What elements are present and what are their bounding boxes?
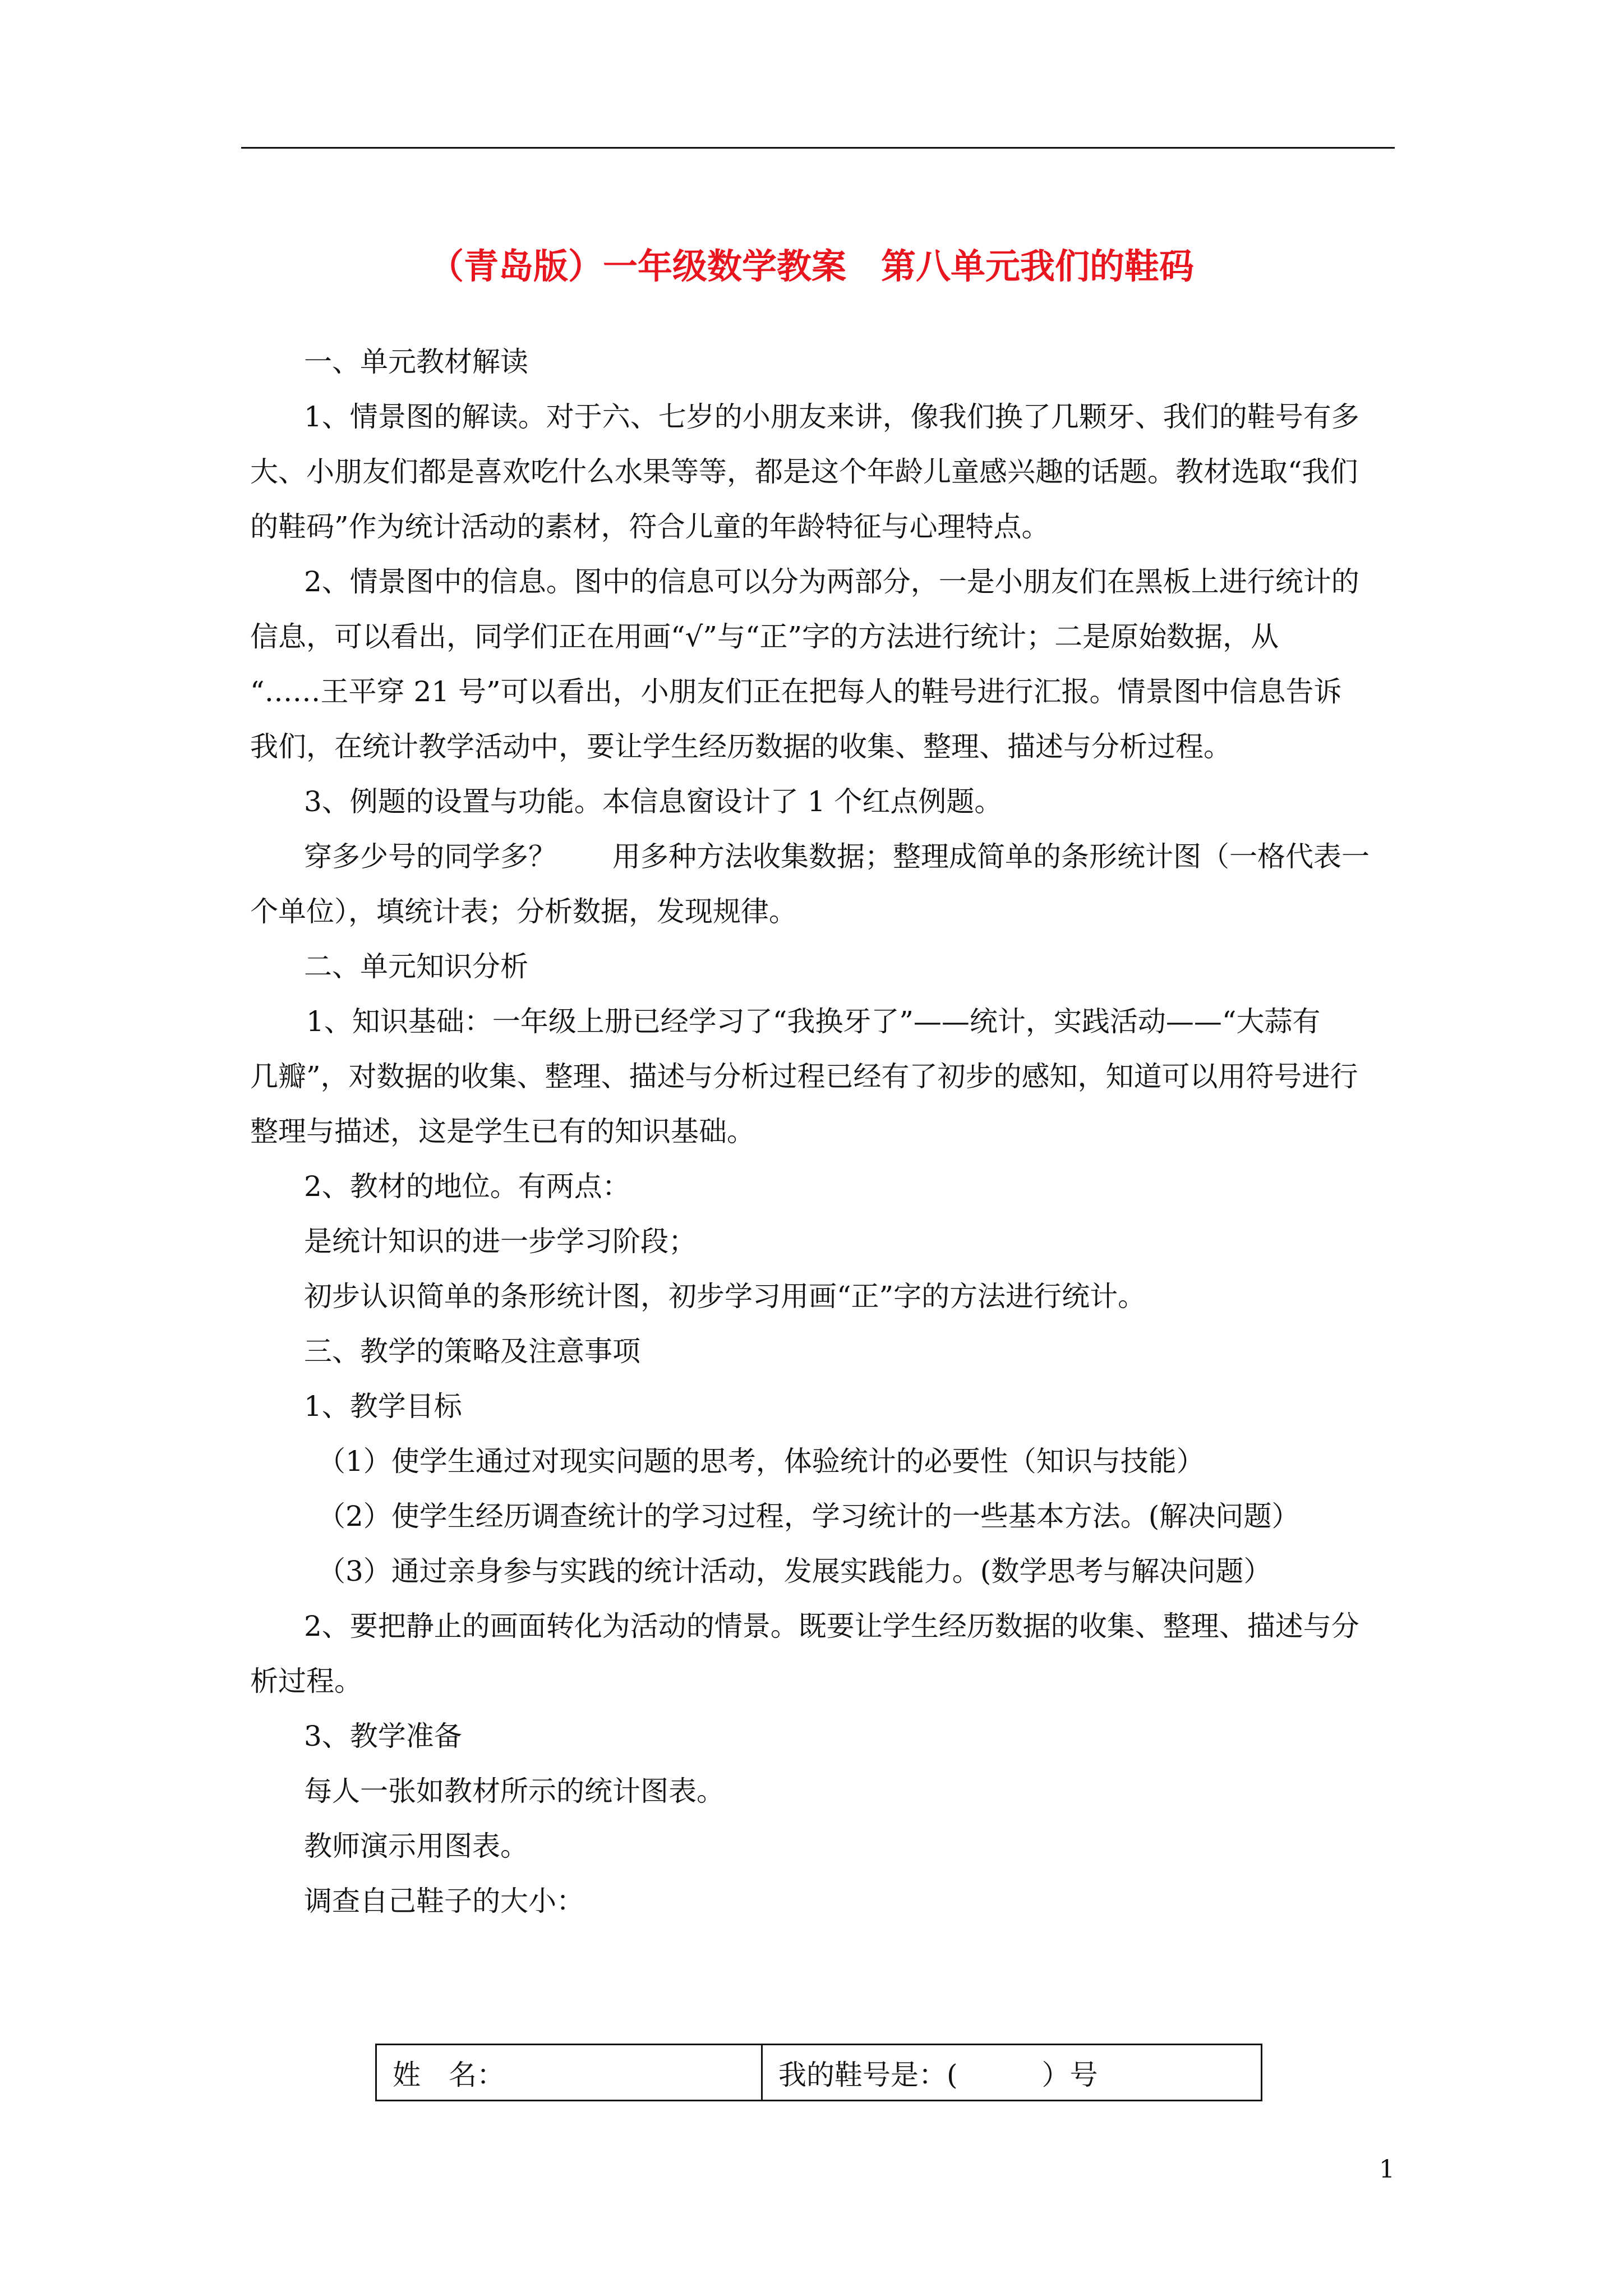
paragraph-line: 3、例题的设置与功能。本信息窗设计了 1 个红点例题。 bbox=[304, 785, 1003, 818]
paragraph-line: 几瓣”，对数据的收集、整理、描述与分析过程已经有了初步的感知，知道可以用符号进行 bbox=[250, 1060, 1358, 1093]
paragraph-line: 每人一张如教材所示的统计图表。 bbox=[304, 1775, 725, 1807]
paragraph-line: 个单位），填统计表；分析数据，发现规律。 bbox=[250, 895, 797, 928]
paragraph-line: 析过程。 bbox=[250, 1665, 362, 1697]
page-number: 1 bbox=[1379, 2155, 1395, 2184]
paragraph-line: （1）使学生通过对现实问题的思考，体验统计的必要性（知识与技能） bbox=[317, 1445, 1205, 1478]
paragraph-line: 穿多少号的同学多？ 用多种方法收集数据；整理成简单的条形统计图（一格代表一 bbox=[304, 840, 1370, 873]
section-heading: 二、单元知识分析 bbox=[304, 950, 528, 983]
paragraph-line: 2、教材的地位。有两点： bbox=[304, 1170, 630, 1203]
paragraph-line: 初步认识简单的条形统计图，初步学习用画“正”字的方法进行统计。 bbox=[304, 1280, 1146, 1313]
document-title: （青岛版）一年级数学教案 第八单元我们的鞋码 bbox=[428, 246, 1194, 287]
paragraph-line: 2、情景图中的信息。图中的信息可以分为两部分，一是小朋友们在黑板上进行统计的 bbox=[304, 565, 1359, 598]
paragraph-line: 大、小朋友们都是喜欢吃什么水果等等，都是这个年龄儿童感兴趣的话题。教材选取“我们 bbox=[250, 455, 1358, 488]
shoe-size-table bbox=[375, 2044, 1262, 2101]
header-rule bbox=[241, 147, 1395, 149]
paragraph-line: 信息，可以看出，同学们正在用画“√”与“正”字的方法进行统计；二是原始数据，从 bbox=[250, 620, 1279, 653]
paragraph-line: 1、知识基础：一年级上册已经学习了“我换牙了”——统计，实践活动——“大蒜有 bbox=[306, 1005, 1321, 1038]
paragraph-line: 我们，在统计教学活动中，要让学生经历数据的收集、整理、描述与分析过程。 bbox=[250, 730, 1232, 763]
table-cell-shoe-size: 我的鞋号是：( ）号 bbox=[778, 2058, 1098, 2091]
paragraph-line: （3）通过亲身参与实践的统计活动，发展实践能力。(数学思考与解决问题） bbox=[317, 1555, 1272, 1588]
paragraph-line: 2、要把静止的画面转化为活动的情景。既要让学生经历数据的收集、整理、描述与分 bbox=[304, 1610, 1359, 1642]
paragraph-line: 调查自己鞋子的大小： bbox=[304, 1885, 584, 1917]
section-heading: 三、教学的策略及注意事项 bbox=[304, 1335, 640, 1368]
document-body bbox=[250, 334, 1400, 1929]
paragraph-line: （2）使学生经历调查统计的学习过程，学习统计的一些基本方法。(解决问题） bbox=[317, 1500, 1300, 1533]
paragraph-line: “……王平穿 21 号”可以看出，小朋友们正在把每人的鞋号进行汇报。情景图中信息告诉 bbox=[250, 675, 1342, 708]
paragraph-line: 3、教学准备 bbox=[304, 1720, 462, 1752]
paragraph-line: 整理与描述，这是学生已有的知识基础。 bbox=[250, 1115, 755, 1148]
paragraph-line: 一、单元教材解读 bbox=[304, 346, 528, 378]
paragraph-line: 的鞋码”作为统计活动的素材，符合儿童的年龄特征与心理特点。 bbox=[250, 510, 1050, 543]
paragraph-line: 教师演示用图表。 bbox=[304, 1830, 528, 1862]
paragraph-line: 1、教学目标 bbox=[304, 1390, 462, 1423]
paragraph-line: 是统计知识的进一步学习阶段； bbox=[304, 1225, 697, 1258]
table-cell-name: 姓 名： bbox=[377, 2045, 763, 2100]
paragraph-line: 1、情景图的解读。对于六、七岁的小朋友来讲，像我们换了几颗牙、我们的鞋号有多 bbox=[304, 401, 1359, 433]
